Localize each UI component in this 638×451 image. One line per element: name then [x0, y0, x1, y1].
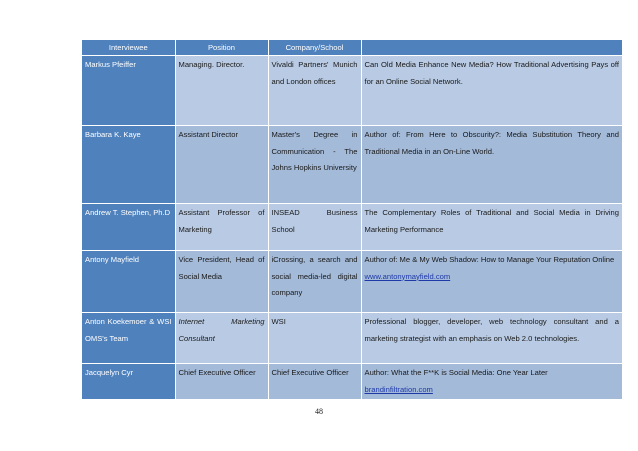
position-cell: Vice President, Head of Social Media [175, 251, 268, 313]
table-row [82, 126, 622, 204]
interviewee-cell: Antony Mayfield [82, 251, 175, 313]
company-cell: Master's Degree in Communication - The Johns Hopkins University [268, 126, 361, 204]
publication-cell: Can Old Media Enhance New Media? How Traditional Advertising Pays off for an Online Social Network. [361, 56, 622, 126]
table-header-row [82, 40, 622, 56]
company-cell: Vivaldi Partners' Munich and London offices [268, 56, 361, 126]
website-link[interactable]: brandinfiltration.com [364, 384, 433, 394]
company-cell: INSEAD Business School [268, 204, 361, 251]
page-number: 48 [315, 407, 323, 416]
position-cell: Assistant Professor of Marketing [175, 204, 268, 251]
interviewee-cell: Barbara K. Kaye [82, 126, 175, 204]
publication-text: Author of: Me & My Web Shadow: How to Manage Your Reputation Online [364, 255, 615, 264]
position-cell: Managing. Director. [175, 56, 268, 126]
publication-cell [361, 364, 622, 400]
publication-cell: The Complementary Roles of Traditional and Social Media in Driving Marketing Performance [361, 204, 622, 251]
header-publication [361, 40, 622, 56]
table-row [82, 251, 622, 313]
header-position: Position [175, 40, 268, 56]
header-company-school: Company/School [268, 40, 361, 56]
interviewee-cell: Jacquelyn Cyr [82, 364, 175, 400]
table-row [82, 313, 622, 364]
website-link[interactable]: www.antonymayfield.com [364, 271, 451, 281]
interviewee-cell: Andrew T. Stephen, Ph.D [82, 204, 175, 251]
publication-cell: Author of: From Here to Obscurity?: Media Substitution Theory and Traditional Media in an On-Line World. [361, 126, 622, 204]
table-row [82, 56, 622, 126]
publication-cell [361, 251, 622, 313]
company-cell: Chief Executive Officer [268, 364, 361, 400]
position-cell: Assistant Director [175, 126, 268, 204]
interviewee-cell: Markus Pfeiffer [82, 56, 175, 126]
publication-cell: Professional blogger, developer, web technology consultant and a marketing strategist with an emphasis on Web 2.0 technologies. [361, 313, 622, 364]
position-cell: Chief Executive Officer [175, 364, 268, 400]
header-interviewee: Interviewee [82, 40, 175, 56]
interviewee-table [82, 40, 622, 400]
table-row [82, 204, 622, 251]
company-cell: iCrossing, a search and social media-led digital company [268, 251, 361, 313]
publication-text: Author: What the F**K is Social Media: One Year Later [364, 368, 548, 377]
table-row [82, 364, 622, 400]
company-cell: WSI [268, 313, 361, 364]
interviewee-cell: Anton Koekemoer & WSI OMS's Team [82, 313, 175, 364]
position-cell: Internet Marketing Consultant [175, 313, 268, 364]
